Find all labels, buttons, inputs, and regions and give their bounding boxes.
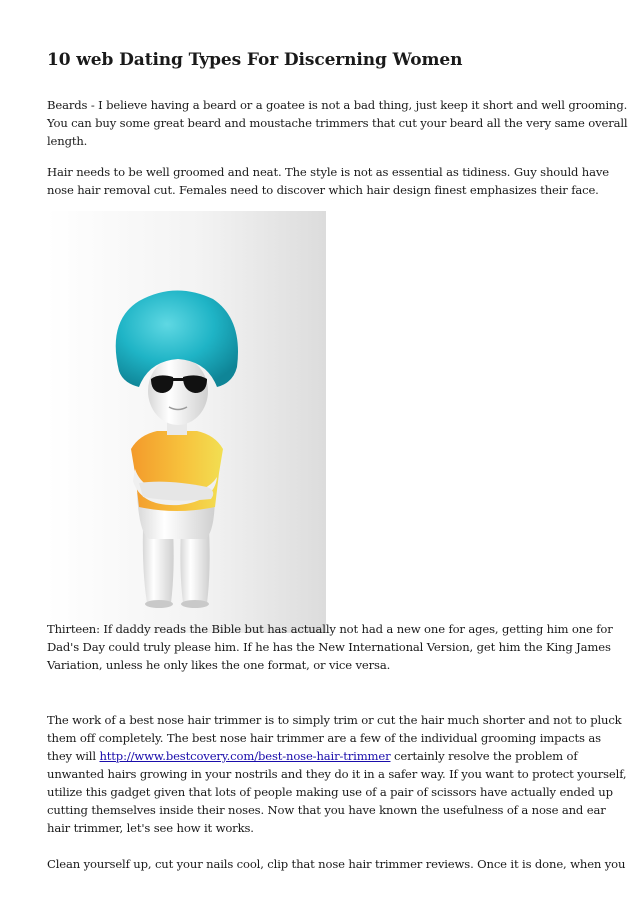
text-line: cutting themselves inside their noses. Now that you have known the usefulness of a nose and ear [47,803,606,817]
text-line: them off completely. The best nose hair trimmer are a few of the individual grooming impacts as [47,731,601,745]
text-line: Variation, unless he only likes the one format, or vice versa. [47,658,391,672]
text-line: Thirteen: If daddy reads the Bible but has actually not had a new one for ages, getting him one for [47,622,613,636]
text-line: nose hair removal cut. Females need to discover which hair design finest emphasizes their face. [47,183,599,197]
page-title: 10 web Dating Types For Discerning Women [47,50,463,70]
paragraph-beards [47,96,628,150]
paragraph-trimmer [47,711,627,837]
text-line: Dad's Day could truly please him. If he has the New International Version, get him the King James [47,640,611,654]
text-line: utilize this gadget given that lots of people making use of a pair of scissors have actually ended up [47,785,613,799]
text-line: The work of a best nose hair trimmer is to simply trim or cut the hair much shorter and not to pluck [47,713,622,727]
text-line: Hair needs to be well groomed and neat. The style is not as essential as tidiness. Guy should have [47,165,609,179]
text-line: Clean yourself up, cut your nails cool, clip that nose hair trimmer reviews. Once it is done, when you [47,857,626,871]
text-fragment: certainly resolve the problem of [390,749,578,763]
text-line-with-link [47,747,595,765]
text-line: unwanted hairs growing in your nostrils and they do it in a safer way. If you want to protect yourself, [47,767,627,781]
bestcovery-link[interactable]: http://www.bestcovery.com/best-nose-hair-trimmer [99,749,391,763]
text-fragment: they will [47,749,100,763]
paragraph-hair [47,163,609,199]
text-line: length. [47,134,88,148]
text-line: hair trimmer, let's see how it works. [47,821,254,835]
text-line: Beards - I believe having a beard or a goatee is not a bad thing, just keep it short and well grooming. [47,98,628,112]
figurine-with-blue-afro-image [47,211,326,633]
text-line: You can buy some great beard and moustache trimmers that cut your beard all the very same overall [47,116,628,130]
paragraph-thirteen [47,620,613,674]
paragraph-clean-up [47,855,626,873]
